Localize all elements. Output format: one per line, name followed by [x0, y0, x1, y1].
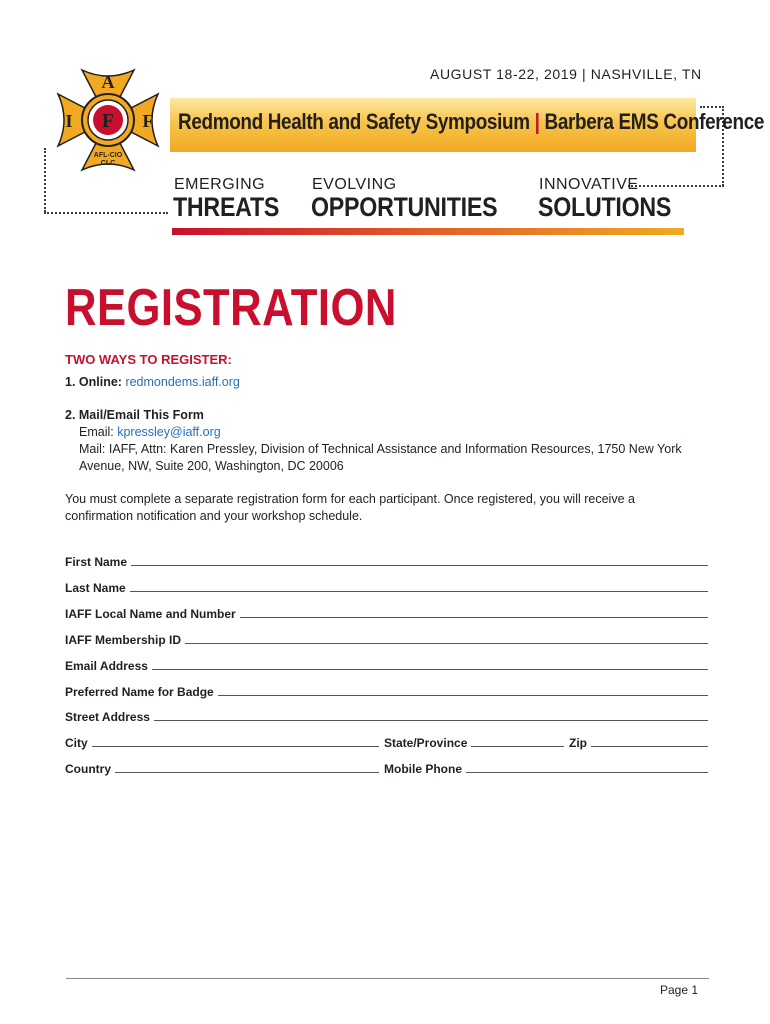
theme-solutions: SOLUTIONS: [538, 192, 672, 222]
zip-label: Zip: [569, 736, 587, 750]
zip-field[interactable]: [591, 746, 708, 747]
badge-name-label: Preferred Name for Badge: [65, 685, 214, 699]
page-title: REGISTRATION: [65, 279, 397, 337]
theme-threats: THREATS: [173, 192, 280, 222]
badge-name-field[interactable]: [218, 695, 708, 696]
logo-letter-right: F: [142, 111, 154, 131]
option-mail-label: 2. Mail/Email This Form: [65, 408, 204, 422]
contact-email-link[interactable]: kpressley@iaff.org: [117, 425, 221, 439]
state-row: [384, 732, 564, 750]
page-number: Page 1: [660, 983, 699, 997]
banner-title-separator: |: [534, 109, 540, 134]
last-name-field[interactable]: [130, 591, 708, 592]
country-row: [65, 758, 379, 776]
banner-title-part1: Redmond Health and Safety Symposium: [178, 109, 530, 134]
theme-emerging: EMERGING: [174, 176, 266, 193]
event-date-location: AUGUST 18-22, 2019 | NASHVILLE, TN: [430, 66, 702, 82]
street-address-field[interactable]: [154, 720, 708, 721]
country-label: Country: [65, 762, 111, 776]
logo-letter-left: I: [65, 111, 73, 131]
country-field[interactable]: [115, 772, 379, 773]
email-address-label: Email Address: [65, 659, 148, 673]
local-row: [65, 603, 708, 621]
dotted-line-right-top: [700, 106, 724, 108]
dotted-line-left-bottom: [44, 212, 168, 214]
registration-note: You must complete a separate registration form for each participant. Once registered, you will receive a confirmation notification and your workshop schedule.: [65, 492, 635, 523]
footer-rule: [66, 978, 709, 979]
iaff-logo: [52, 64, 164, 176]
city-field[interactable]: [92, 746, 379, 747]
last-name-row: [65, 577, 708, 595]
online-registration-link[interactable]: redmondems.iaff.org: [125, 375, 240, 389]
badge-row: [65, 681, 708, 699]
theme-innovative: INNOVATIVE: [539, 176, 639, 193]
event-banner-title: [178, 109, 764, 135]
zip-row: [569, 732, 708, 750]
logo-letter-center: F: [101, 110, 115, 132]
theme-opportunities: OPPORTUNITIES: [311, 192, 498, 222]
option-online-label: 1. Online:: [65, 375, 122, 389]
logo-letter-top: A: [101, 72, 115, 92]
ways-heading: TWO WAYS TO REGISTER:: [65, 352, 232, 367]
first-name-field[interactable]: [131, 565, 708, 566]
city-row: [65, 732, 379, 750]
city-label: City: [65, 736, 88, 750]
local-field[interactable]: [240, 617, 708, 618]
local-label: IAFF Local Name and Number: [65, 607, 236, 621]
last-name-label: Last Name: [65, 581, 126, 595]
email-row: [65, 655, 708, 673]
mail-address: Mail: IAFF, Attn: Karen Pressley, Division of Technical Assistance and Information Resources, 1750 New York Avenue, NW, Suite 200, Washington, DC 20006: [79, 442, 682, 473]
logo-bottom-text-1: AFL-CIO: [93, 152, 123, 159]
mobile-phone-field[interactable]: [466, 772, 708, 773]
membership-field[interactable]: [185, 643, 708, 644]
mobile-row: [384, 758, 708, 776]
dotted-line-right-bottom: [628, 185, 724, 187]
logo-bottom-text-2: CLC: [100, 160, 116, 167]
mobile-phone-label: Mobile Phone: [384, 762, 462, 776]
membership-label: IAFF Membership ID: [65, 633, 182, 647]
membership-row: [65, 629, 708, 647]
street-row: [65, 706, 708, 724]
state-field[interactable]: [471, 746, 564, 747]
street-address-label: Street Address: [65, 710, 150, 724]
email-label: Email:: [79, 425, 114, 439]
first-name-label: First Name: [65, 555, 128, 569]
first-name-row: [65, 551, 708, 569]
option-email: [79, 424, 221, 441]
option-online: [65, 374, 240, 391]
theme-evolving: EVOLVING: [312, 176, 397, 193]
dotted-line-left-vertical: [44, 148, 46, 212]
state-label: State/Province: [384, 736, 468, 750]
email-address-field[interactable]: [152, 669, 708, 670]
theme-gradient-rule: [172, 228, 684, 235]
banner-title-part2: Barbera EMS Conference: [544, 109, 765, 134]
